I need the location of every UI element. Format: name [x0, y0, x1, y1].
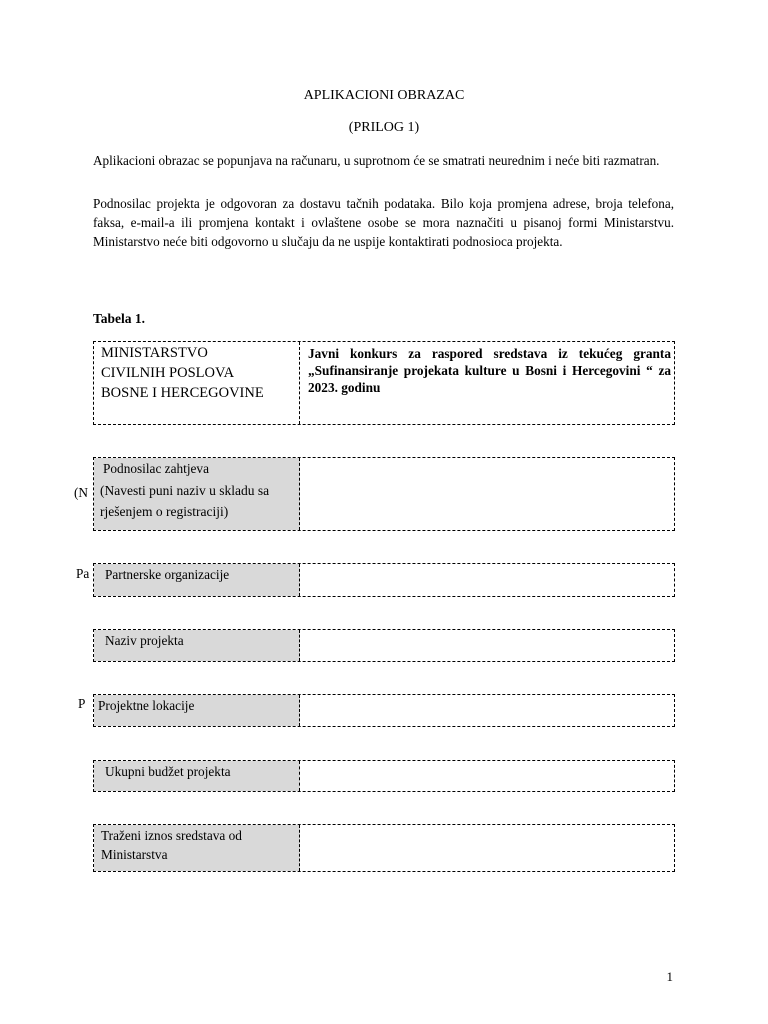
project-name-label-cell: [94, 630, 300, 661]
total-budget-label: Ukupni budžet projekta: [105, 764, 231, 779]
call-description: Javni konkurs za raspored sredstava iz tekućeg granta „Sufinansiranje projekata kulture u Bosni i Hercegovini “ za 2023. godinu: [308, 346, 671, 395]
table-label: Tabela 1.: [93, 311, 146, 326]
project-locations-label-cell: [94, 695, 300, 726]
partners-value-field[interactable]: [300, 564, 674, 596]
requested-amount-label-cell: [94, 825, 300, 871]
requested-amount-row: [93, 824, 675, 872]
project-locations-label: Projektne lokacije: [98, 698, 195, 713]
ministry-cell: [94, 342, 300, 424]
total-budget-value-field[interactable]: [300, 761, 674, 791]
call-description-cell: [300, 342, 674, 424]
project-name-row: [93, 629, 675, 662]
margin-fragment: Pa: [76, 566, 90, 581]
applicant-row: [93, 457, 675, 531]
applicant-note: (Navesti puni naziv u skladu sa rješenjem o registraciji): [100, 483, 270, 519]
project-locations-row: [93, 694, 675, 727]
partners-label: Partnerske organizacije: [105, 567, 230, 582]
requested-amount-label: Traženi iznos sredstava od Ministarstva: [101, 828, 242, 862]
total-budget-row: [93, 760, 675, 792]
ministry-name-line-2: CIVILNIH POSLOVA: [101, 365, 235, 381]
margin-fragment: P: [78, 696, 86, 711]
document-title: APLIKACIONI OBRAZAC: [303, 88, 465, 103]
intro-paragraph-2: Podnosilac projekta je odgovoran za dostavu tačnih podataka. Bilo koja promjena adrese, broja telefona, faksa, e-mail-a ili promjena kontakt i ovlaštene osobe se mora naznačiti u pisanoj formi Ministarstvu. Ministarstvo neće biti odgovorno u slučaju da ne uspije kontaktirati podnosioca projekta.: [93, 196, 674, 249]
document-subtitle: (PRILOG 1): [348, 120, 420, 135]
project-name-value-field[interactable]: [300, 630, 674, 661]
page-number: 1: [666, 969, 673, 984]
table-header-row: [93, 341, 675, 425]
project-name-label: Naziv projekta: [105, 633, 184, 648]
ministry-name: [94, 342, 299, 403]
applicant-label: Podnosilac zahtjeva: [103, 461, 209, 476]
partners-label-cell: [94, 564, 300, 596]
total-budget-label-cell: [94, 761, 300, 791]
project-locations-value-field[interactable]: [300, 695, 674, 726]
ministry-name-line-1: MINISTARSTVO: [101, 345, 208, 361]
requested-amount-value-field[interactable]: [300, 825, 674, 871]
partners-row: [93, 563, 675, 597]
applicant-value-field[interactable]: [300, 458, 674, 530]
intro-paragraph-1: Aplikacioni obrazac se popunjava na računaru, u suprotnom će se smatrati neurednim i neće biti razmatran.: [93, 153, 660, 168]
margin-fragment: (N: [74, 485, 89, 500]
applicant-label-cell: [94, 458, 300, 530]
ministry-name-line-3: BOSNE I HERCEGOVINE: [101, 385, 264, 401]
